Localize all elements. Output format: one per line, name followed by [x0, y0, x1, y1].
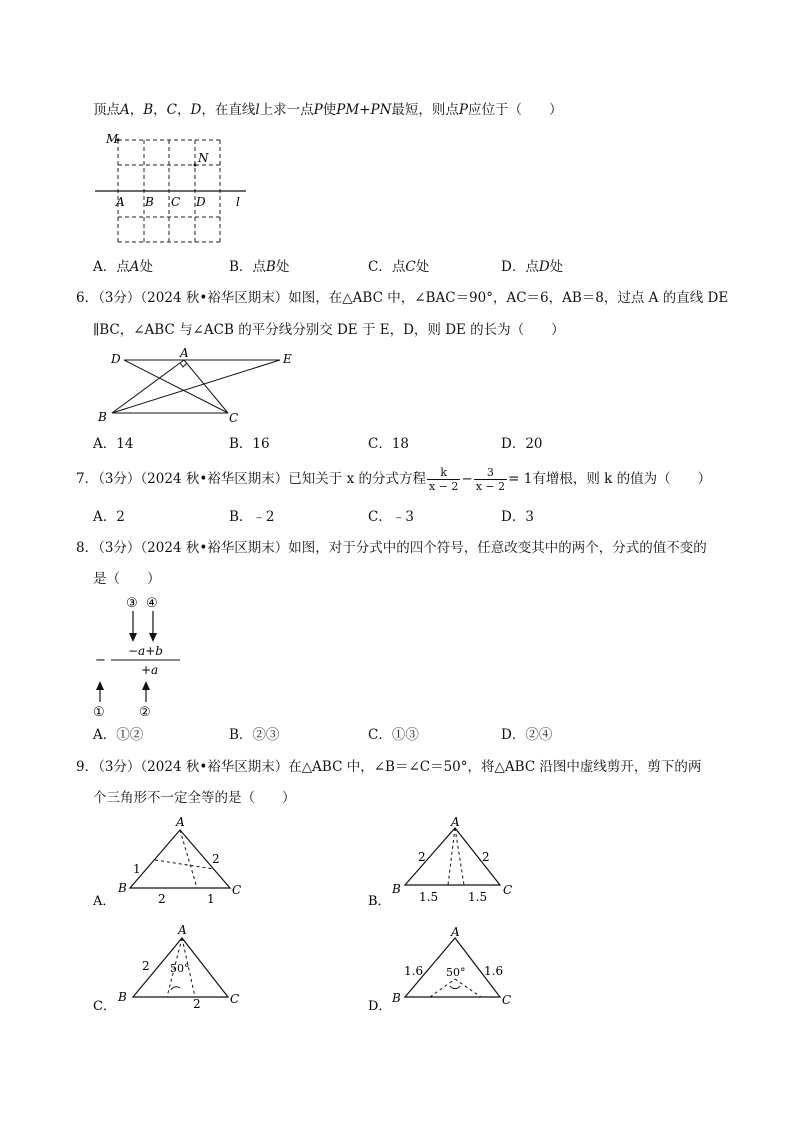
- q5-label-d: D: [196, 195, 206, 209]
- q9c-label-a: A: [178, 923, 187, 937]
- q7-option-d[interactable]: D．3: [501, 509, 534, 525]
- q9a-label-a: A: [176, 815, 185, 829]
- q9b-label-b: B: [392, 882, 401, 896]
- q6-stem-line2: ∥BC，∠ABC 与∠ACB 的平分线分别交 DE 于 E，D，则 DE 的长为（ ）: [93, 322, 565, 338]
- q5-option-a[interactable]: A．点A处: [93, 259, 153, 275]
- q9c-len-3: 2: [193, 997, 201, 1011]
- q9a-len-4: 1: [207, 892, 215, 906]
- q8-circled-2: ②: [139, 705, 151, 720]
- q6-stem-line1: 6．（3分）（2024 秋•裕华区期末）如图，在△ABC 中，∠BAC＝90°，AC＝6，AB＝8，过点 A 的直线 DE: [76, 290, 729, 306]
- q9b-len-1: 2: [418, 850, 426, 864]
- q8-option-d[interactable]: D．②④: [501, 727, 553, 743]
- q9a-len-3: 2: [158, 892, 166, 906]
- q6-option-d[interactable]: D．20: [501, 436, 543, 452]
- q5-option-d[interactable]: D．点D处: [501, 259, 564, 275]
- q8-denominator: +a: [141, 663, 159, 677]
- q5-label-n: N: [198, 151, 209, 165]
- q9a-label-b: B: [118, 881, 127, 895]
- q9-option-b-key[interactable]: B．: [368, 894, 391, 909]
- q7-option-b[interactable]: B．﹣2: [229, 509, 275, 525]
- q9-stem-line1: 9．（3分）（2024 秋•裕华区期末）在△ABC 中，∠B＝∠C＝50°，将△ABC 沿图中虚线剪开，剪下的两: [76, 759, 702, 775]
- q9c-angle-50: 50°: [170, 962, 190, 975]
- q7-fraction-2: $\frac{3}{x - 2}$: [475, 466, 506, 493]
- q9d-label-b: B: [392, 991, 401, 1005]
- q6-label-d: D: [111, 352, 121, 366]
- q5-label-b: B: [145, 195, 154, 209]
- q9c-label-c: C: [230, 992, 240, 1006]
- q8-circled-3: ③: [126, 596, 138, 611]
- q7-fraction-1: $\frac{k}{x - 2}$: [428, 466, 459, 493]
- q8-circled-4: ④: [146, 596, 158, 611]
- q8-stem-line2: 是（ ）: [93, 571, 161, 587]
- q9-figure-d[interactable]: [391, 925, 511, 1007]
- q9-stem-line2: 个三角形不一定全等的是（ ）: [93, 790, 296, 806]
- q5-stem: 顶点A，B，C，D，在直线l上求一点P使PM+PN最短，则点P应位于（ ）: [93, 102, 563, 118]
- q9d-label-c: C: [502, 993, 512, 1007]
- q5-option-b[interactable]: B．点B处: [229, 259, 290, 275]
- q8-option-c[interactable]: C．①③: [368, 727, 419, 743]
- q9b-label-a: A: [451, 815, 460, 829]
- q5-label-a: A: [116, 195, 125, 209]
- q9-figure-c[interactable]: [117, 923, 239, 1011]
- q7-stem: 7．（3分）（2024 秋•裕华区期末）已知关于 x 的分式方程 $\frac{k}{x - 2}$ − $\frac{3}{x - 2}$ = 1有增根，则 k 的值为（ ）: [76, 466, 712, 493]
- q9-figure-b[interactable]: [391, 815, 512, 904]
- q9a-len-1: 1: [133, 862, 141, 876]
- q9-figure-a[interactable]: [117, 815, 241, 906]
- q9d-angle-50: 50°: [446, 966, 466, 979]
- q8-option-a[interactable]: A．①②: [93, 727, 144, 743]
- q6-label-a: A: [180, 346, 189, 360]
- q9d-len-2: 1.6: [484, 964, 504, 978]
- q7-option-c[interactable]: C．﹣3: [368, 509, 414, 525]
- q9a-len-2: 2: [212, 852, 220, 866]
- q9b-len-3: 1.5: [419, 890, 439, 904]
- q9-option-d-key[interactable]: D．: [368, 999, 392, 1014]
- q8-numerator: −a+b: [128, 644, 163, 658]
- q8-option-b[interactable]: B．②③: [229, 727, 280, 743]
- q5-label-l: l: [236, 195, 240, 209]
- q8-stem-line1: 8．（3分）（2024 秋•裕华区期末）如图，对于分式中的四个符号，任意改变其中的两个，分式的值不变的: [76, 540, 707, 556]
- q6-label-b: B: [98, 410, 107, 424]
- q9d-label-a: A: [451, 925, 460, 939]
- q9b-len-2: 2: [482, 850, 490, 864]
- q9b-label-c: C: [503, 883, 513, 897]
- q9c-len-1: 2: [142, 959, 150, 973]
- q6-label-e: E: [283, 352, 292, 366]
- q5-label-c: C: [171, 195, 181, 209]
- q9a-label-c: C: [232, 883, 242, 897]
- q6-option-b[interactable]: B．16: [229, 436, 270, 452]
- q9c-label-b: B: [118, 990, 127, 1004]
- q8-circled-1: ①: [93, 705, 105, 720]
- q5-option-c[interactable]: C．点C处: [368, 259, 430, 275]
- q9-option-a-key[interactable]: A．: [93, 894, 116, 909]
- q6-label-c: C: [229, 411, 239, 425]
- q5-label-m: M: [106, 132, 119, 146]
- q9d-len-1: 1.6: [404, 964, 424, 978]
- q9-option-c-key[interactable]: C．: [93, 999, 116, 1014]
- q9b-len-4: 1.5: [468, 890, 488, 904]
- q7-option-a[interactable]: A．2: [93, 509, 125, 525]
- q6-option-a[interactable]: A．14: [93, 436, 134, 452]
- q8-leading-sign: −: [95, 653, 106, 668]
- q6-option-c[interactable]: C．18: [368, 436, 410, 452]
